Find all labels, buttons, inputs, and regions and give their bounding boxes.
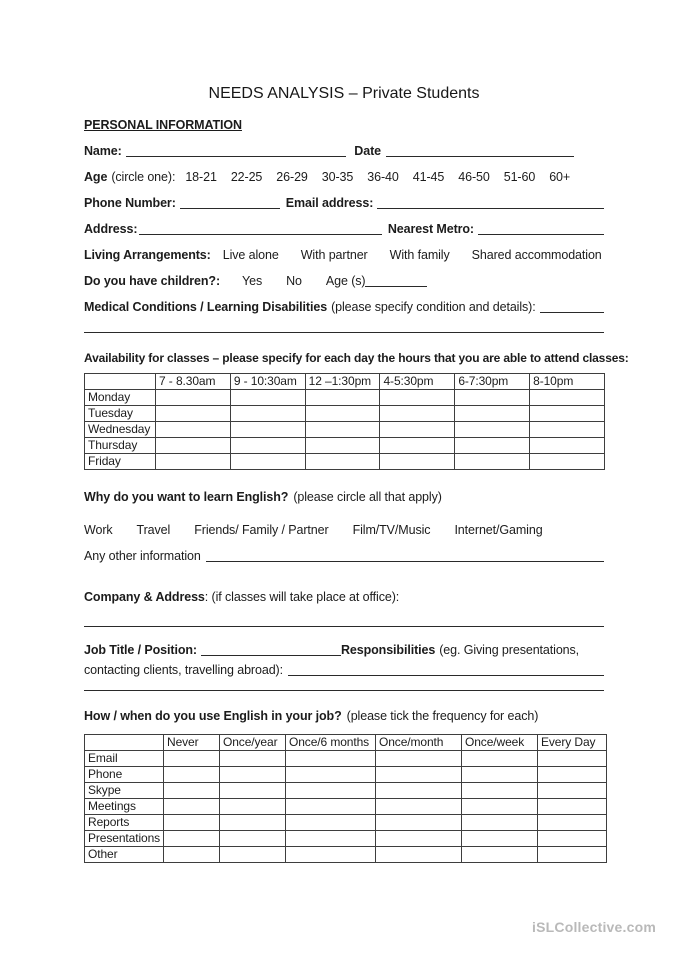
medical-label: Medical Conditions / Learning Disabilities xyxy=(84,299,328,314)
name-blank-line xyxy=(126,155,347,157)
empty-cell xyxy=(380,390,455,406)
row-label: Thursday xyxy=(85,438,156,454)
empty-cell xyxy=(530,406,605,422)
phone-blank-line xyxy=(180,207,280,209)
empty-cell xyxy=(376,815,462,831)
medical-hint: (please specify condition and details): xyxy=(331,299,536,314)
responsibilities-hint: (eg. Giving presentations, xyxy=(439,643,580,658)
age-option: 26-29 xyxy=(276,169,308,184)
page-title: NEEDS ANALYSIS – Private Students xyxy=(208,85,480,102)
empty-cell xyxy=(305,406,380,422)
empty-cell xyxy=(164,815,220,831)
usage-hint: (please tick the frequency for each) xyxy=(346,709,539,724)
age-options xyxy=(185,170,570,184)
empty-cell xyxy=(156,390,231,406)
reason-option: Film/TV/Music xyxy=(352,523,431,538)
date-label: Date xyxy=(354,143,381,158)
date-blank-line xyxy=(386,155,574,157)
empty-cell xyxy=(156,422,231,438)
islcollective-watermark: iSLCollective.com xyxy=(532,919,656,935)
empty-cell xyxy=(538,815,607,831)
address-blank-line xyxy=(139,233,381,235)
row-label: Friday xyxy=(85,454,156,470)
empty-cell xyxy=(156,454,231,470)
reasons-heading-row xyxy=(84,490,604,504)
column-header: Every Day xyxy=(538,735,607,751)
age-hint: (circle one): xyxy=(111,169,176,184)
row-label: Tuesday xyxy=(85,406,156,422)
usage-frequency-table xyxy=(84,734,607,863)
table-row xyxy=(85,438,605,454)
responsibilities-cont-row xyxy=(84,663,604,677)
column-header: 4-5:30pm xyxy=(380,374,455,390)
empty-cell xyxy=(376,847,462,863)
column-header xyxy=(85,735,164,751)
empty-cell xyxy=(462,799,538,815)
table-row xyxy=(85,390,605,406)
children-label: Do you have children?: xyxy=(84,273,221,288)
empty-cell xyxy=(305,438,380,454)
email-label: Email address: xyxy=(285,195,374,210)
availability-table xyxy=(84,373,605,470)
email-blank-line xyxy=(377,207,604,209)
row-label: Skype xyxy=(85,783,164,799)
column-header: Once/week xyxy=(462,735,538,751)
empty-cell xyxy=(230,390,305,406)
children-age-blank-line xyxy=(365,285,427,287)
empty-cell xyxy=(305,454,380,470)
age-option: 51-60 xyxy=(503,169,536,184)
company-address-row xyxy=(84,590,604,604)
reasons-heading: Why do you want to learn English? xyxy=(84,490,289,505)
responsibilities-cont-label: contacting clients, travelling abroad): xyxy=(84,663,283,678)
age-option: 60+ xyxy=(549,169,571,184)
empty-cell xyxy=(230,454,305,470)
empty-cell xyxy=(538,799,607,815)
empty-cell xyxy=(462,767,538,783)
empty-cell xyxy=(286,831,376,847)
empty-cell xyxy=(286,799,376,815)
name-label: Name: xyxy=(84,143,122,158)
empty-cell xyxy=(530,454,605,470)
living-option: With family xyxy=(389,247,450,262)
empty-cell xyxy=(164,783,220,799)
children-option: No xyxy=(286,273,302,288)
empty-cell xyxy=(164,751,220,767)
empty-cell xyxy=(380,454,455,470)
table-row xyxy=(85,799,607,815)
empty-cell xyxy=(530,422,605,438)
responsibilities-continuation-line xyxy=(84,690,604,691)
reasons-hint: (please circle all that apply) xyxy=(293,490,442,505)
empty-cell xyxy=(156,406,231,422)
living-option: Live alone xyxy=(222,247,279,262)
empty-cell xyxy=(305,390,380,406)
empty-cell xyxy=(462,783,538,799)
row-label: Meetings xyxy=(85,799,164,815)
medical-blank-line xyxy=(540,311,604,313)
children-row xyxy=(84,274,604,288)
row-label: Presentations xyxy=(85,831,164,847)
empty-cell xyxy=(380,406,455,422)
empty-cell xyxy=(530,390,605,406)
empty-cell xyxy=(455,422,530,438)
table-row xyxy=(85,422,605,438)
table-row xyxy=(85,751,607,767)
other-information-blank-line xyxy=(206,560,604,562)
table-row xyxy=(85,815,607,831)
living-options xyxy=(223,248,602,262)
empty-cell xyxy=(376,831,462,847)
living-option: Shared accommodation xyxy=(471,247,602,262)
empty-cell xyxy=(455,406,530,422)
children-option: Yes xyxy=(242,273,263,288)
column-header: Never xyxy=(164,735,220,751)
empty-cell xyxy=(380,422,455,438)
empty-cell xyxy=(455,390,530,406)
address-row xyxy=(84,222,604,236)
header-row xyxy=(85,374,605,390)
age-option: 36-40 xyxy=(367,169,399,184)
table-row xyxy=(85,406,605,422)
row-label: Wednesday xyxy=(85,422,156,438)
empty-cell xyxy=(156,438,231,454)
empty-cell xyxy=(164,831,220,847)
living-arrangements-row xyxy=(84,248,604,262)
age-option: 41-45 xyxy=(412,169,445,184)
empty-cell xyxy=(376,783,462,799)
empty-cell xyxy=(376,799,462,815)
responsibilities-blank-line xyxy=(288,674,604,676)
table-row xyxy=(85,454,605,470)
empty-cell xyxy=(538,751,607,767)
row-label: Email xyxy=(85,751,164,767)
empty-cell xyxy=(220,815,286,831)
empty-cell xyxy=(462,847,538,863)
age-row xyxy=(84,170,604,184)
column-header: 6-7:30pm xyxy=(455,374,530,390)
empty-cell xyxy=(164,799,220,815)
empty-cell xyxy=(230,422,305,438)
empty-cell xyxy=(220,767,286,783)
empty-cell xyxy=(462,815,538,831)
empty-cell xyxy=(286,767,376,783)
table-row xyxy=(85,847,607,863)
empty-cell xyxy=(455,454,530,470)
other-information-row xyxy=(84,549,604,563)
company-hint: : (if classes will take place at office): xyxy=(204,590,400,605)
empty-cell xyxy=(538,831,607,847)
empty-cell xyxy=(305,422,380,438)
empty-cell xyxy=(230,406,305,422)
empty-cell xyxy=(455,438,530,454)
job-title-label: Job Title / Position: xyxy=(84,643,197,658)
column-header: Once/6 months xyxy=(286,735,376,751)
reason-option: Internet/Gaming xyxy=(454,523,543,538)
empty-cell xyxy=(538,847,607,863)
column-header: 8-10pm xyxy=(530,374,605,390)
empty-cell xyxy=(164,767,220,783)
job-title-row xyxy=(84,643,604,657)
age-option: 22-25 xyxy=(230,169,263,184)
usage-heading: How / when do you use English in your job? xyxy=(84,709,342,724)
usage-heading-row xyxy=(84,709,604,723)
header-row xyxy=(85,735,607,751)
address-label: Address: xyxy=(84,221,138,236)
empty-cell xyxy=(538,783,607,799)
reason-option: Travel xyxy=(136,523,171,538)
living-label: Living Arrangements: xyxy=(84,247,211,262)
responsibilities-label: Responsibilities xyxy=(340,643,436,658)
empty-cell xyxy=(286,751,376,767)
medical-continuation-line xyxy=(84,332,604,333)
empty-cell xyxy=(462,831,538,847)
living-option: With partner xyxy=(300,247,368,262)
column-header: 7 - 8.30am xyxy=(156,374,231,390)
reason-option: Friends/ Family / Partner xyxy=(194,523,329,538)
empty-cell xyxy=(230,438,305,454)
empty-cell xyxy=(380,438,455,454)
age-option: 30-35 xyxy=(321,169,354,184)
age-label: Age xyxy=(84,169,108,184)
availability-heading: Availability for classes – please specify for each day the hours that you are able to attend classes: xyxy=(84,350,629,365)
row-label: Other xyxy=(85,847,164,863)
empty-cell xyxy=(376,751,462,767)
phone-label: Phone Number: xyxy=(84,195,176,210)
empty-cell xyxy=(220,783,286,799)
children-options xyxy=(242,274,302,288)
company-label: Company & Address xyxy=(84,590,205,605)
table-row xyxy=(85,831,607,847)
children-age-label: Age (s) xyxy=(325,273,366,288)
empty-cell xyxy=(286,815,376,831)
empty-cell xyxy=(286,847,376,863)
empty-cell xyxy=(530,438,605,454)
name-date-row xyxy=(84,144,604,158)
reason-options xyxy=(84,523,604,537)
metro-label: Nearest Metro: xyxy=(387,221,474,236)
age-option: 46-50 xyxy=(458,169,490,184)
row-label: Phone xyxy=(85,767,164,783)
column-header: Once/month xyxy=(376,735,462,751)
empty-cell xyxy=(286,783,376,799)
empty-cell xyxy=(462,751,538,767)
age-option: 18-21 xyxy=(185,169,217,184)
personal-information-heading: PERSONAL INFORMATION xyxy=(84,117,242,132)
job-title-blank-line xyxy=(201,654,341,656)
column-header: 12 –1:30pm xyxy=(305,374,380,390)
empty-cell xyxy=(164,847,220,863)
metro-blank-line xyxy=(478,233,604,235)
column-header xyxy=(85,374,156,390)
table-row xyxy=(85,783,607,799)
other-information-label: Any other information xyxy=(84,549,201,564)
empty-cell xyxy=(220,751,286,767)
table-row xyxy=(85,767,607,783)
reason-option: Work xyxy=(84,523,113,538)
empty-cell xyxy=(538,767,607,783)
company-blank-line xyxy=(84,626,604,627)
column-header: Once/year xyxy=(220,735,286,751)
phone-email-row xyxy=(84,196,604,210)
empty-cell xyxy=(220,847,286,863)
empty-cell xyxy=(220,831,286,847)
empty-cell xyxy=(220,799,286,815)
row-label: Reports xyxy=(85,815,164,831)
empty-cell xyxy=(376,767,462,783)
row-label: Monday xyxy=(85,390,156,406)
medical-row xyxy=(84,300,604,314)
column-header: 9 - 10:30am xyxy=(230,374,305,390)
